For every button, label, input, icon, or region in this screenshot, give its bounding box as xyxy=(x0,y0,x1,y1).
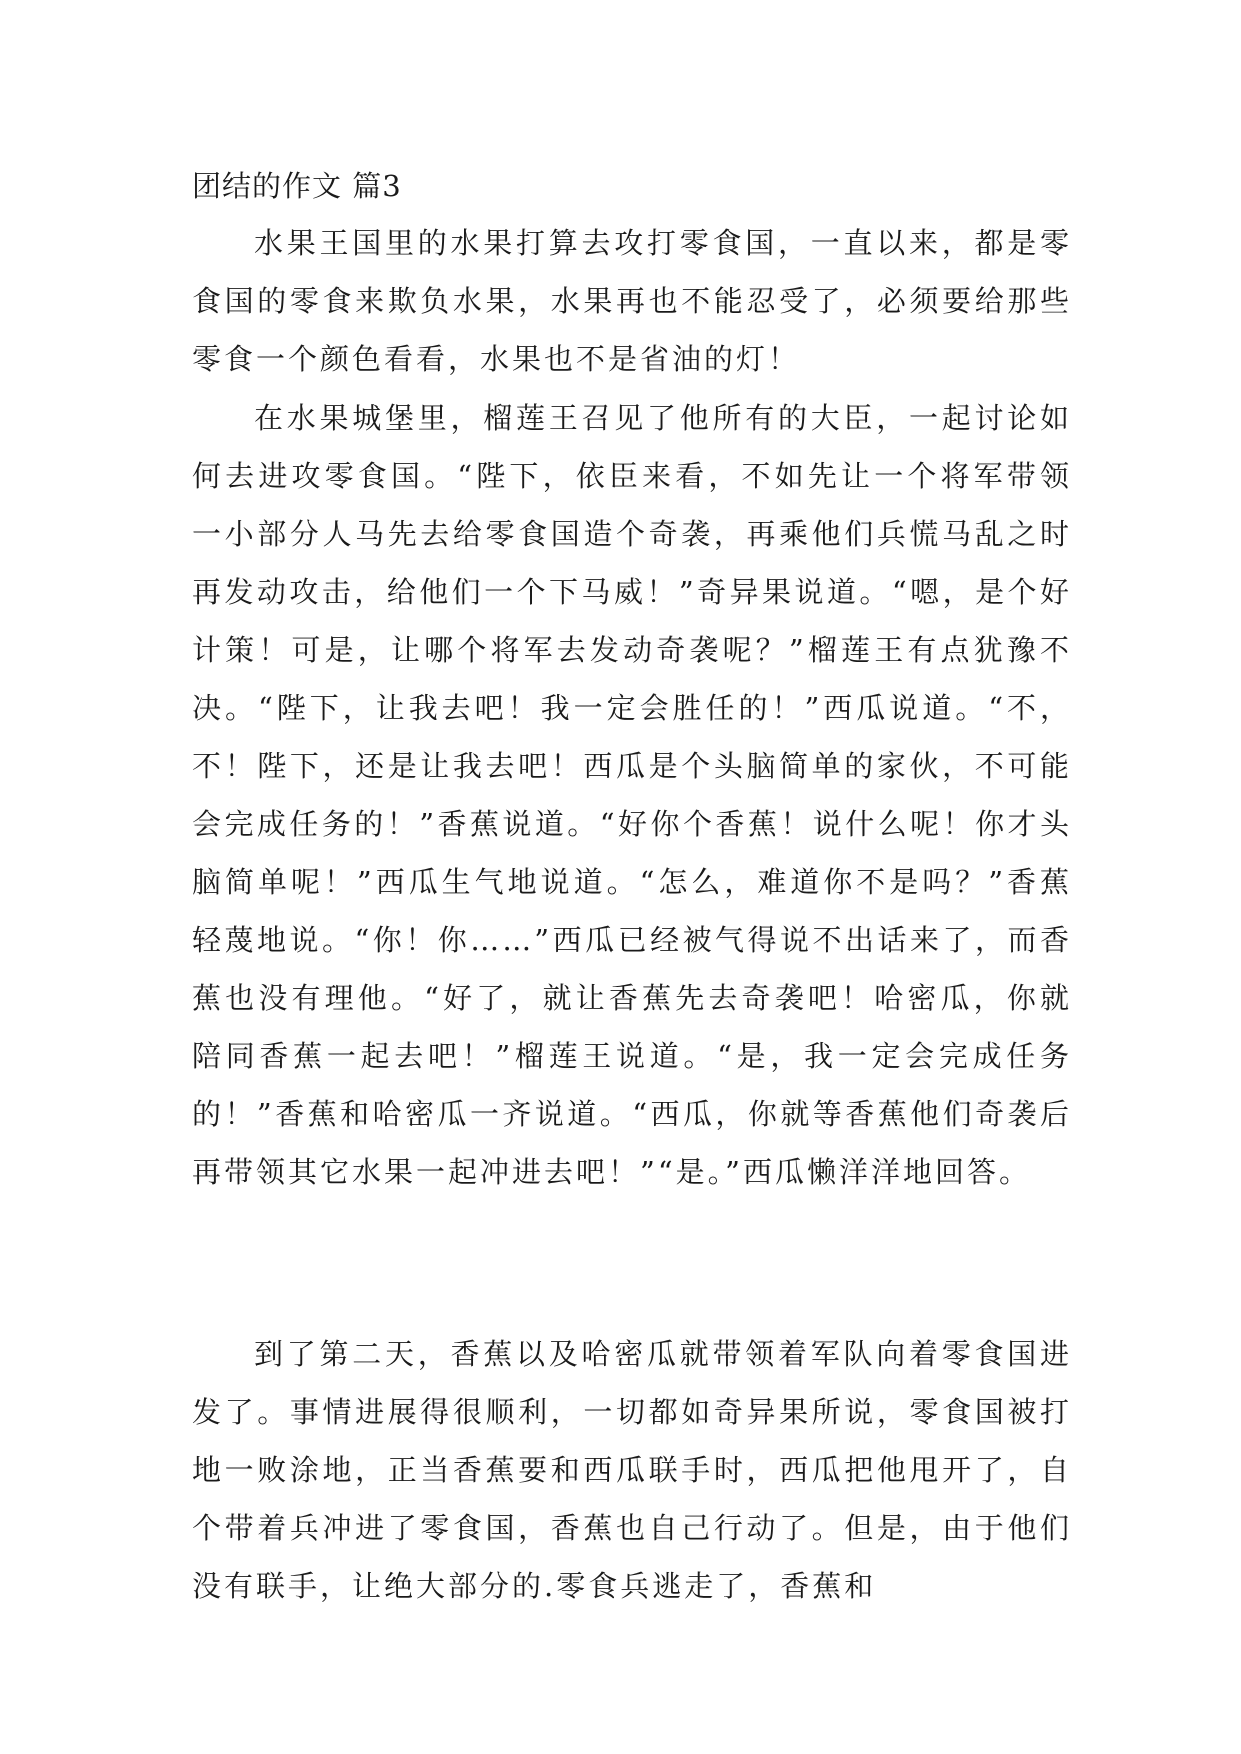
paragraph-3: 到了第二天，香蕉以及哈密瓜就带领着军队向着零食国进发了。事情进展得很顺利，一切都如奇异果所说，零食国被打地一败涂地，正当香蕉要和西瓜联手时，西瓜把他甩开了，自个带着兵冲进了零食国，香蕉也自己行动了。但是，由于他们没有联手，让绝大部分的.零食兵逃走了，香蕉和 xyxy=(192,1337,1072,1603)
essay-title: 团结的作文 篇3 xyxy=(192,169,402,203)
paragraph-1: 水果王国里的水果打算去攻打零食国，一直以来，都是零食国的零食来欺负水果，水果再也不能忍受了，必须要给那些零食一个颜色看看，水果也不是省油的灯！ xyxy=(192,226,1072,376)
paragraph-2: 在水果城堡里，榴莲王召见了他所有的大臣，一起讨论如何去进攻零食国。“陛下，依臣来看，不如先让一个将军带领一小部分人马先去给零食国造个奇袭，再乘他们兵慌马乱之时再发动攻击，给他们一个下马威！”奇异果说道。“嗯，是个好计策！可是，让哪个将军去发动奇袭呢？”榴莲王有点犹豫不决。“陛下，让我去吧！我一定会胜任的！”西瓜说道。“不，不！陛下，还是让我去吧！西瓜是个头脑简单的家伙，不可能会完成任务的！”香蕉说道。“好你个香蕉！说什么呢！你才头脑简单呢！”西瓜生气地说道。“怎么，难道你不是吗？”香蕉轻蔑地说。“你！你……”西瓜已经被气得说不出话来了，而香蕉也没有理他。“好了，就让香蕉先去奇袭吧！哈密瓜，你就陪同香蕉一起去吧！”榴莲王说道。“是，我一定会完成任务的！”香蕉和哈密瓜一齐说道。“西瓜，你就等香蕉他们奇袭后再带领其它水果一起冲进去吧！”“是。”西瓜懒洋洋地回答。 xyxy=(192,401,1072,1189)
